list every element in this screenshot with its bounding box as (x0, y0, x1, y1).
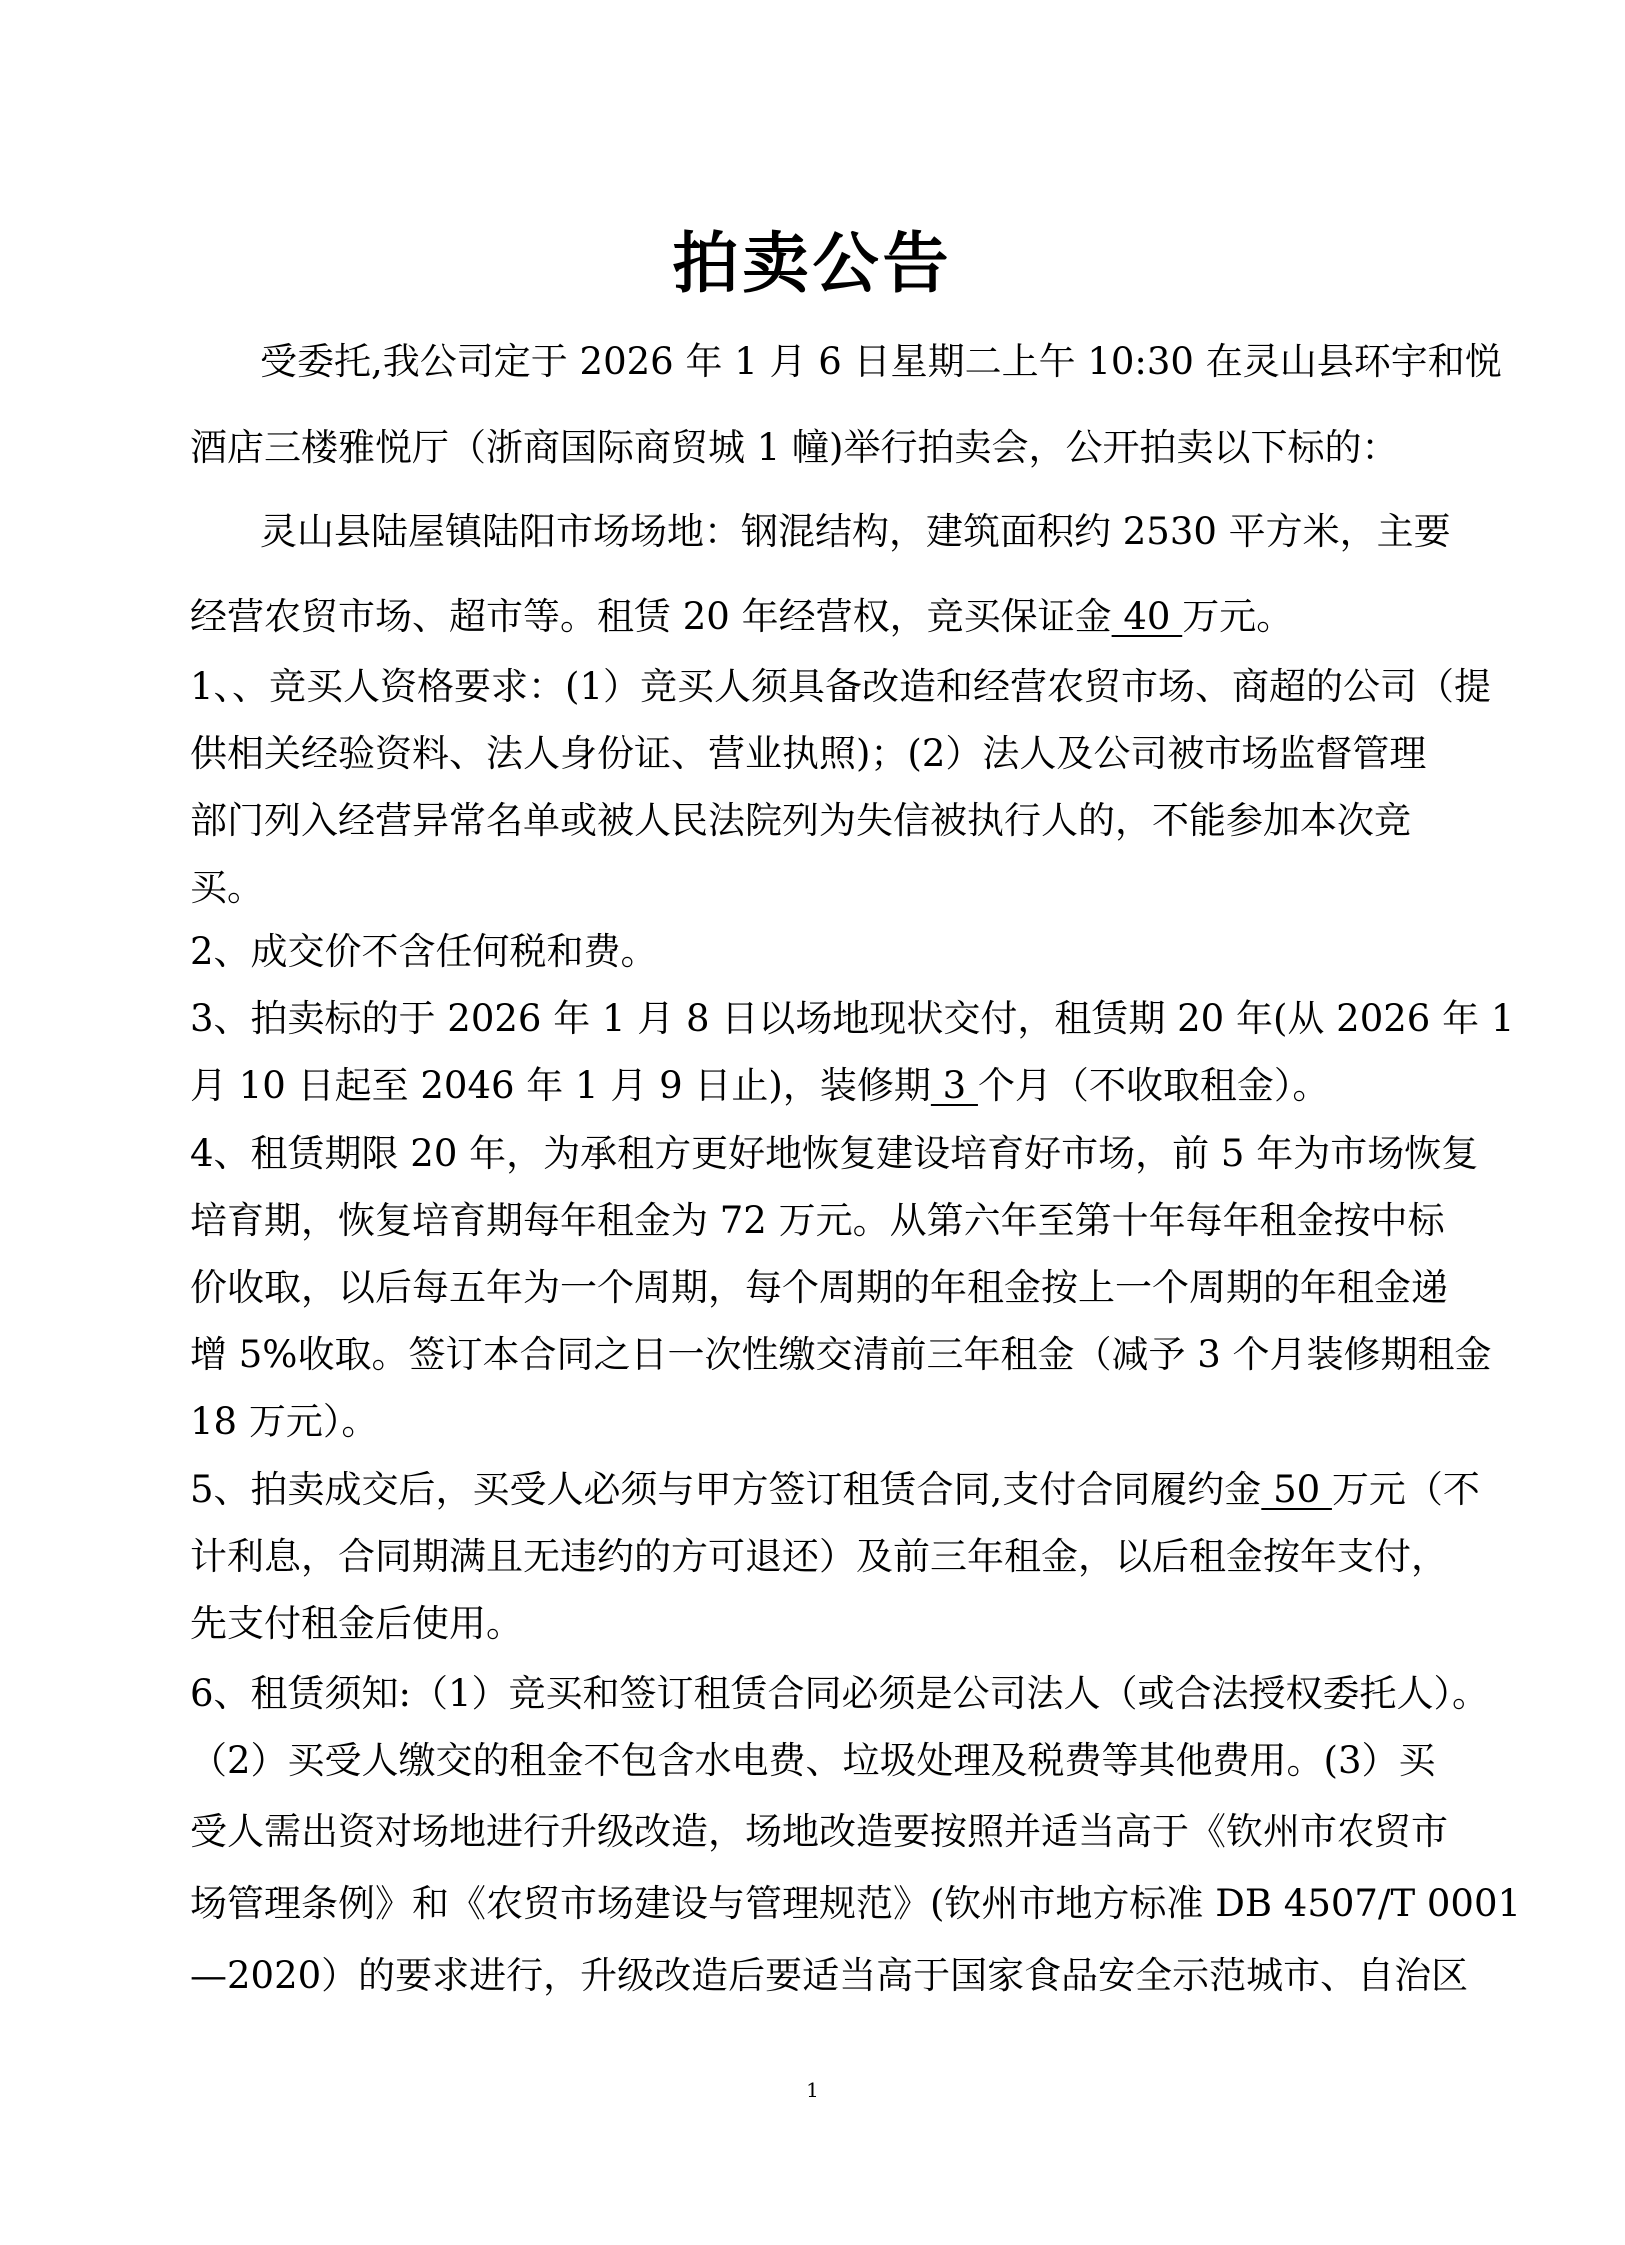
text-segment: 个月（不收取租金）。 (977, 1064, 1330, 1107)
paragraph-line (190, 797, 1450, 845)
text-segment: 1、、竞买人资格要求：(1）竞买人须具备改造和经营农贸市场、商超的公司（提 (190, 665, 1492, 708)
text-segment: 计利息，合同期满且无违约的方可退还）及前三年租金，以后租金按年支付， (190, 1535, 1448, 1578)
text-segment: 万元。 (1182, 595, 1294, 638)
paragraph-line (190, 1808, 1450, 1856)
text-segment: —2020）的要求进行，升级改造后要适当高于国家食品安全示范城市、自治区 (190, 1954, 1469, 1997)
paragraph-line (190, 1670, 1490, 1718)
text-segment: 5、拍卖成交后，买受人必须与甲方签订租赁合同,支付合同履约金 (190, 1468, 1262, 1511)
paragraph-line (190, 424, 1450, 472)
underlined-value: 50 (1261, 1468, 1332, 1511)
paragraph-line (190, 1264, 1450, 1312)
text-segment: 供相关经验资料、法人身份证、营业执照)；(2）法人及公司被市场监督管理 (190, 732, 1427, 775)
document-title: 拍卖公告 (672, 224, 953, 302)
text-segment: 月 10 日起至 2046 年 1 月 9 日止)，装修期 (190, 1064, 931, 1107)
paragraph-line (190, 1130, 1479, 1178)
paragraph-line (260, 338, 1520, 386)
paragraph-line (190, 1197, 1450, 1245)
paragraph-line (190, 730, 1450, 778)
text-segment: 18 万元）。 (190, 1400, 379, 1443)
paragraph-line (190, 995, 1515, 1043)
text-segment: 受人需出资对场地进行升级改造，场地改造要按照并适当高于《钦州市农贸市 (190, 1810, 1448, 1853)
underlined-value: 40 (1111, 595, 1183, 638)
text-segment: 2、成交价不含任何税和费。 (190, 930, 658, 973)
paragraph-line (190, 1398, 1450, 1446)
text-segment: 买。 (190, 866, 264, 909)
text-segment: 灵山县陆屋镇陆阳市场场地：钢混结构，建筑面积约 2530 平方米，主要 (260, 510, 1451, 553)
paragraph-line (190, 1880, 1522, 1928)
paragraph-line (190, 864, 1450, 912)
text-segment: 酒店三楼雅悦厅（浙商国际商贸城 1 幢)举行拍卖会，公开拍卖以下标的： (190, 426, 1399, 469)
paragraph-line (260, 508, 1520, 556)
paragraph-line (190, 1952, 1469, 2000)
paragraph-line (190, 663, 1492, 711)
text-segment: 经营农贸市场、超市等。租赁 20 年经营权，竞买保证金 (190, 595, 1112, 638)
paragraph-line (190, 1062, 1450, 1110)
text-segment: 增 5%收取。签订本合同之日一次性缴交清前三年租金（减予 3 个月装修期租金 (190, 1333, 1492, 1376)
text-segment: 6、租赁须知:（1）竞买和签订租赁合同必须是公司法人（或合法授权委托人）。 (190, 1672, 1490, 1715)
text-segment: 先支付租金后使用。 (190, 1602, 523, 1645)
paragraph-line (190, 593, 1450, 641)
paragraph-line (190, 1466, 1480, 1514)
text-segment: 场管理条例》和《农贸市场建设与管理规范》(钦州市地方标准 DB 4507/T 0001 (190, 1882, 1522, 1925)
text-segment: 受委托,我公司定于 2026 年 1 月 6 日星期二上午 10:30 在灵山县环宇和悦 (260, 340, 1502, 383)
paragraph-line (190, 1737, 1450, 1785)
text-segment: 3、拍卖标的于 2026 年 1 月 8 日以场地现状交付，租赁期 20 年(从 2026 年 1 (190, 997, 1515, 1040)
paragraph-line (190, 928, 1450, 976)
paragraph-line (190, 1533, 1450, 1581)
text-segment: 万元（不 (1331, 1468, 1480, 1511)
paragraph-line (190, 1331, 1492, 1379)
text-segment: 部门列入经营异常名单或被人民法院列为失信被执行人的，不能参加本次竞 (190, 799, 1411, 842)
text-segment: 4、租赁期限 20 年，为承租方更好地恢复建设培育好市场，前 5 年为市场恢复 (190, 1132, 1479, 1175)
text-segment: （2）买受人缴交的租金不包含水电费、垃圾处理及税费等其他费用。(3）买 (190, 1739, 1436, 1782)
text-segment: 培育期，恢复培育期每年租金为 72 万元。从第六年至第十年每年租金按中标 (190, 1199, 1445, 1242)
paragraph-line (190, 1600, 1450, 1648)
page-number: 1 (806, 2078, 819, 2102)
text-segment: 价收取，以后每五年为一个周期，每个周期的年租金按上一个周期的年租金递 (190, 1266, 1448, 1309)
underlined-value: 3 (930, 1064, 978, 1107)
